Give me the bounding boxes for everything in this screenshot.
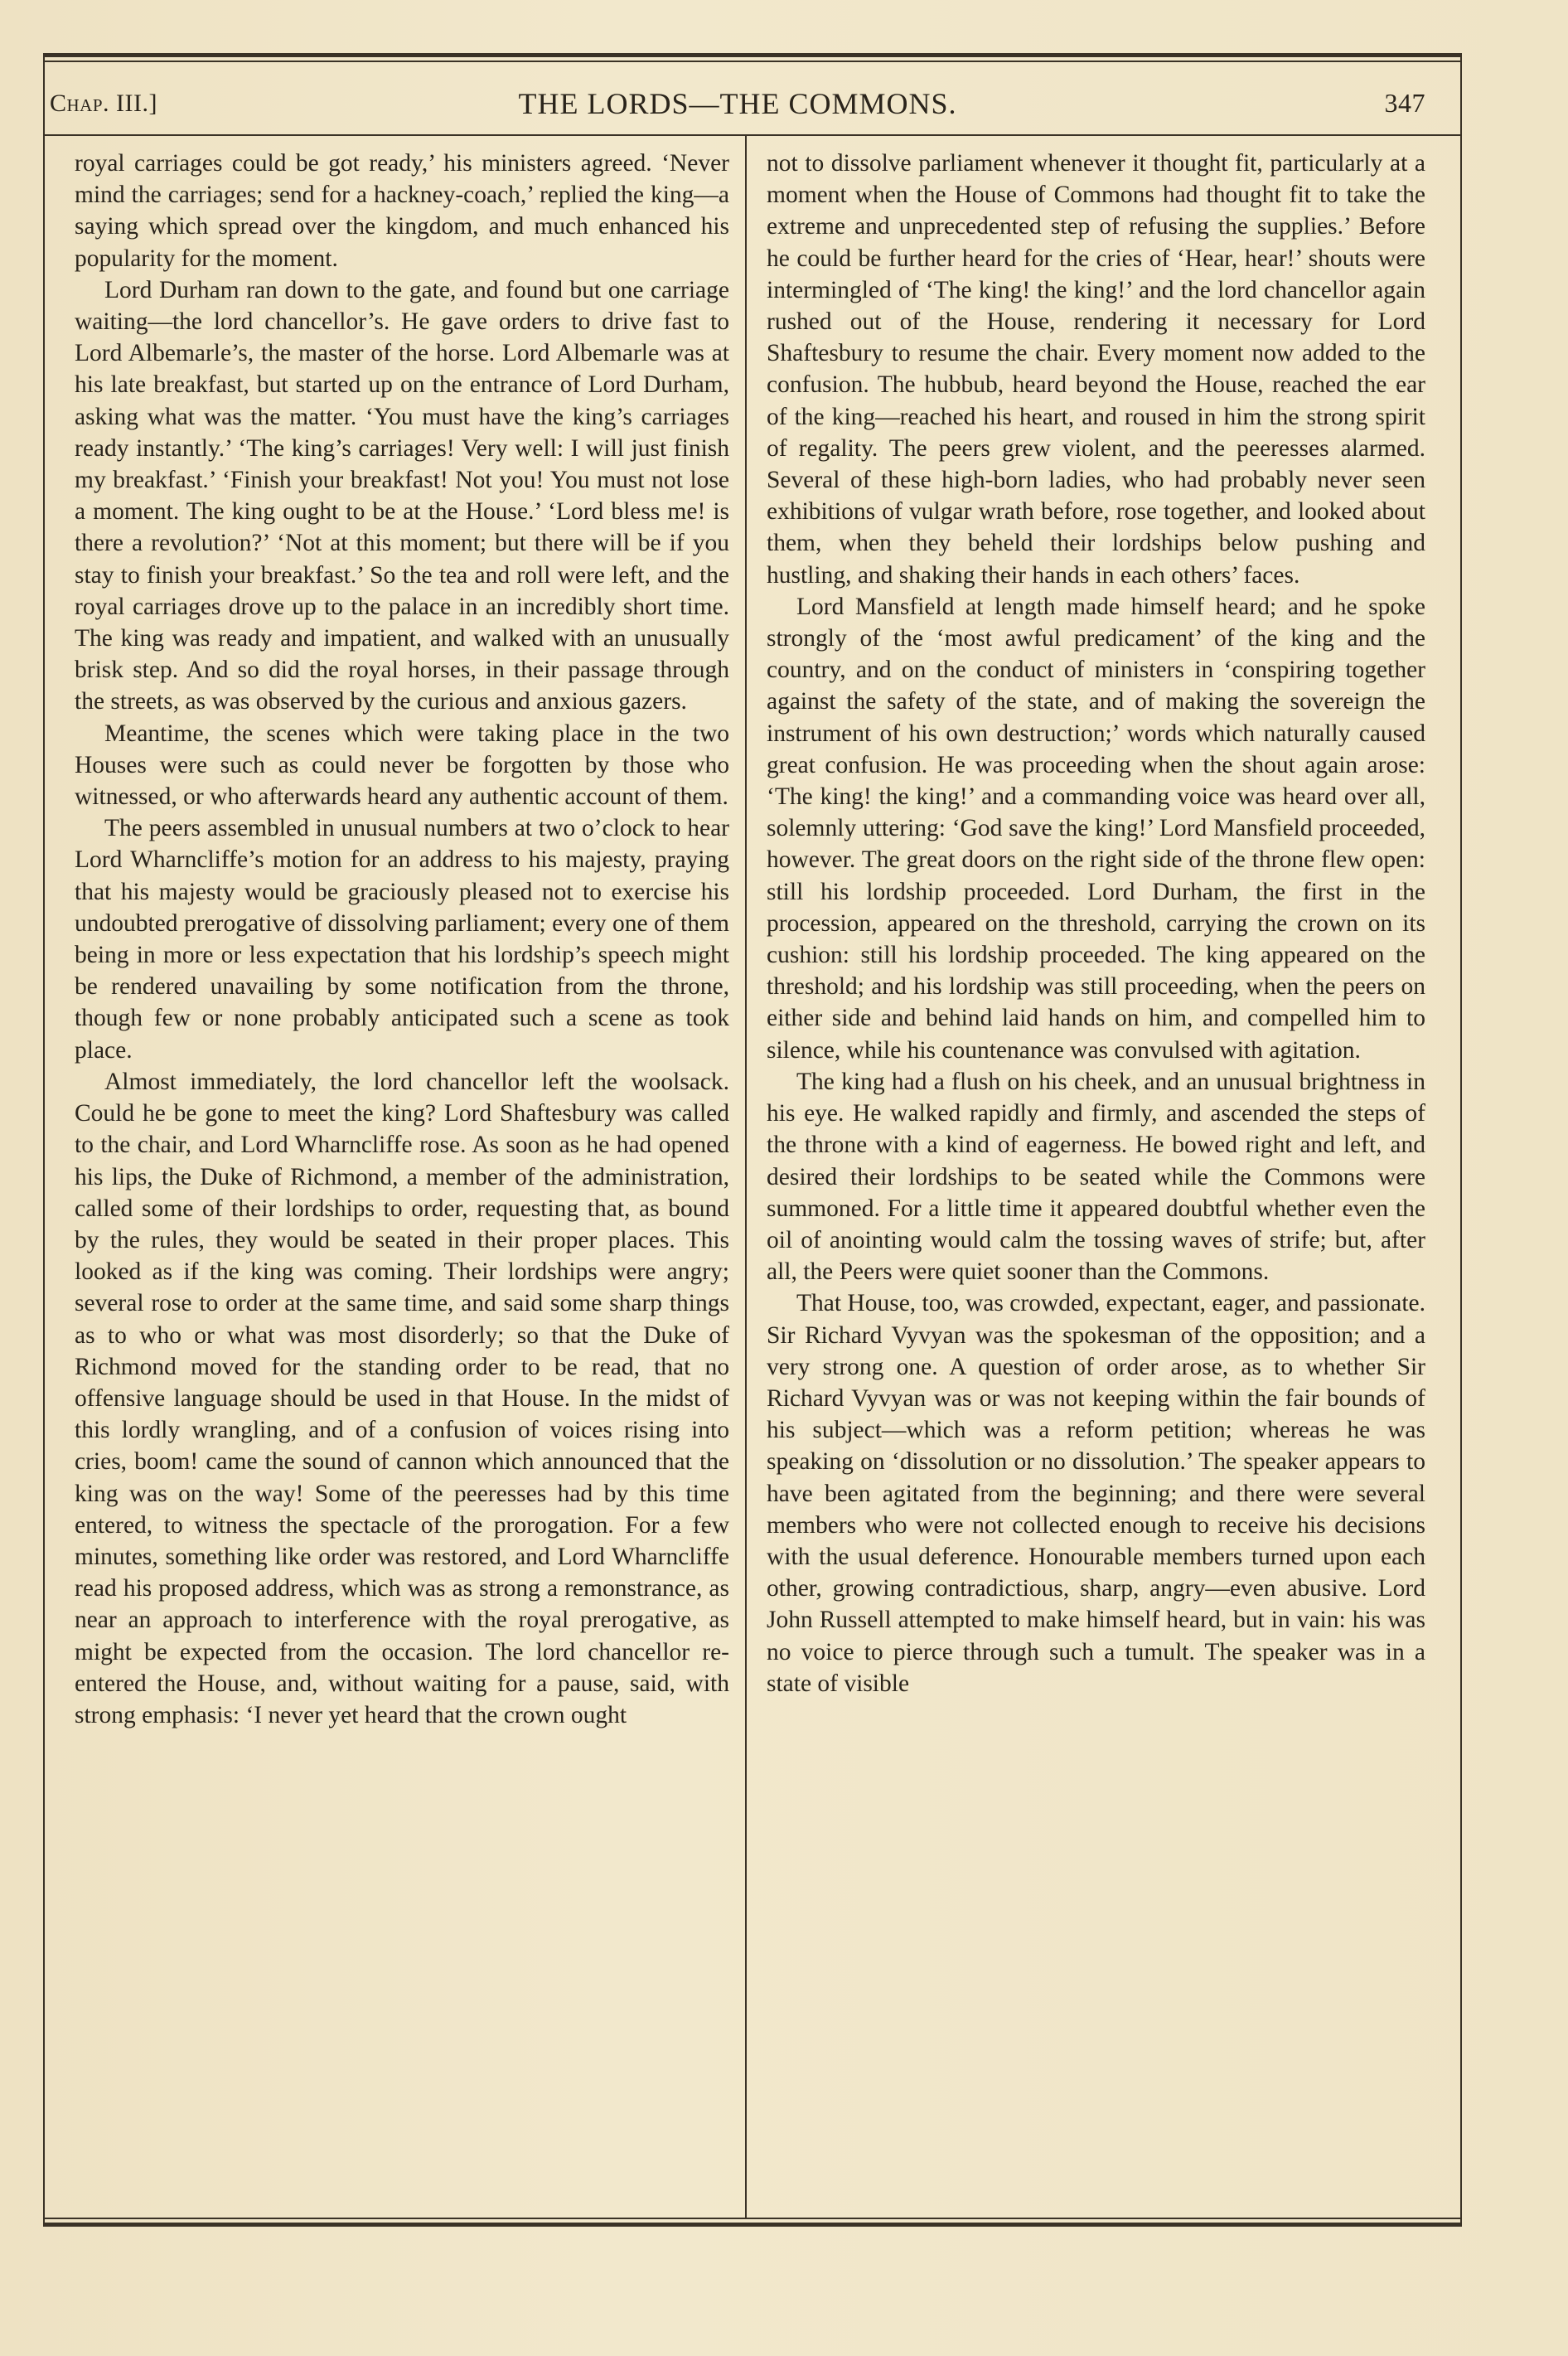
paragraph: Almost immediately, the lord chancellor left the woolsack. Could he be gone to meet the king? Lord Shaftesbury was called to the chair, and Lord Wharncliffe rose. As soon as he had opened his lips, the Duke of Richmond, a member of the administration, called some of their lordships to order, requesting that, as bound by the rules, they would be seated in their proper places. This looked as if the king was coming. Their lordships were angry; several rose to order at the same time, and said some sharp things as to who or what was most disorderly; so that the Duke of Richmond moved for the standing order to be read, that no offensive language should be used in that House. In the midst of this lordly wrangling, and of a confusion of voices rising into cries, boom! came the sound of cannon which announced that the king was on the way! Some of the peeresses had by this time entered, to witness the spectacle of the prorogation. For a few minutes, something like order was restored, and Lord Wharncliffe read his proposed address, which was as strong a remonstrance, as near an approach to interference with the royal prerogative, as might be expected from the occasion. The lord chancellor re-entered the House, and, without waiting for a pause, said, with strong emphasis: ‘I never yet heard that the crown ought [75, 1068, 729, 1728]
column-divider [745, 136, 747, 2218]
top-border-thick [43, 53, 1462, 57]
paragraph: That House, too, was crowded, expectant, eager, and passionate. Sir Richard Vyvyan was the spokesman of the opposition; and a very strong one. A question of order arose, as to whether Sir Richard Vyvyan was or was not keeping within the fair bounds of his subject—which was a reform petition; whereas he was speaking on ‘dissolution or no dissolution.’ The speaker appears to have been agitated from the beginning; and there were several members who were not collected enough to receive his decisions with the usual deference. Honourable members turned upon each other, growing contradictious, sharp, angry—even abusive. Lord John Russell attempted to make himself heard, but in vain: his was no voice to pierce through such a tumult. The speaker was in a state of visible [767, 1290, 1425, 1697]
bottom-border-thick [43, 2223, 1462, 2227]
paragraph: The peers assembled in unusual numbers at two o’clock to hear Lord Wharncliffe’s motion for an address to his majesty, praying that his majesty would be graciously pleased not to exercise his undoubted prerogative of dissolving parliament; every one of them being in more or less expectation that his lordship’s speech might be rendered unavailing by some notification from the throne, though few or none probably anticipated such a scene as took place. [75, 815, 729, 1064]
left-border [43, 53, 45, 2227]
right-border [1460, 53, 1462, 2227]
right-column [767, 148, 1425, 2212]
page-number: 347 [1384, 88, 1425, 118]
paragraph: Lord Mansfield at length made himself heard; and he spoke strongly of the ‘most awful predicament’ of the king and the country, and on the conduct of ministers in ‘conspiring together against the safety of the state, and of making the sovereign the instrument of his own destruction;’ words which naturally caused great confusion. He was proceeding when the shout again arose: ‘The king! the king!’ and a commanding voice was heard over all, solemnly uttering: ‘God save the king!’ Lord Mansfield proceeded, however. The great doors on the right side of the throne flew open: still his lordship proceeded. Lord Durham, the first in the procession, appeared on the threshold, carrying the crown on its cushion: still his lordship proceeded. The king appeared on the threshold; and his lordship was still proceeding, when the peers on either side and behind laid hands on him, and compelled him to silence, while his countenance was convulsed with agitation. [767, 593, 1425, 1064]
header-rule [43, 134, 1462, 136]
top-border-thin [43, 61, 1462, 62]
bottom-border-thin [43, 2218, 1462, 2219]
paragraph: Meantime, the scenes which were taking place in the two Houses were such as could never be forgotten by those who witnessed, or who afterwards heard any authentic account of them. [75, 720, 729, 811]
left-column [75, 148, 729, 2212]
paragraph: not to dissolve parliament whenever it thought fit, particularly at a moment when the House of Commons had thought fit to take the extreme and unprecedented step of refusing the supplies.’ Before he could be further heard for the cries of ‘Hear, hear!’ shouts were intermingled of ‘The king! the king!’ and the lord chancellor again rushed out of the House, rendering it necessary for Lord Shaftesbury to resume the chair. Every moment now added to the confusion. The hubbub, heard beyond the House, reached the ear of the king—reached his heart, and roused in him the strong spirit of regality. The peers grew violent, and the peeresses alarmed. Several of these high-born ladies, who had probably never seen exhibitions of vulgar wrath before, rose together, and looked about them, when they beheld their lordships below pushing and hustling, and shaking their hands in each others’ faces. [767, 150, 1425, 589]
paragraph: Lord Durham ran down to the gate, and found but one carriage waiting—the lord chancellor’s. He gave orders to drive fast to Lord Albemarle’s, the master of the horse. Lord Albemarle was at his late breakfast, but started up on the entrance of Lord Durham, asking what was the matter. ‘You must have the king’s carriages ready instantly.’ ‘The king’s carriages! Very well: I will just finish my breakfast.’ ‘Finish your breakfast! Not you! You must not lose a moment. The king ought to be at the House.’ ‘Lord bless me! is there a revolution?’ ‘Not at this moment; but there will be if you stay to finish your breakfast.’ So the tea and roll were left, and the royal carriages drove up to the palace in an incredibly short time. The king was ready and impatient, and walked with an unusually brisk step. And so did the royal horses, in their passage through the streets, as was observed by the curious and anxious gazers. [75, 276, 729, 715]
chapter-label: Chap. III.] [50, 90, 157, 117]
paragraph: royal carriages could be got ready,’ his ministers agreed. ‘Never mind the carriages; send for a hackney-coach,’ replied the king—a saying which spread over the kingdom, and much enhanced his popularity for the moment. [75, 150, 729, 272]
running-header [50, 83, 1425, 126]
paragraph: The king had a flush on his cheek, and an unusual brightness in his eye. He walked rapidly and firmly, and ascended the steps of the throne with a kind of eagerness. He bowed right and left, and desired their lordships to be seated while the Commons were summoned. For a little time it appeared doubtful whether even the oil of anointing would calm the tossing waves of strife; but, after all, the Peers were quiet sooner than the Commons. [767, 1068, 1425, 1286]
page-title: THE LORDS—THE COMMONS. [518, 87, 957, 120]
